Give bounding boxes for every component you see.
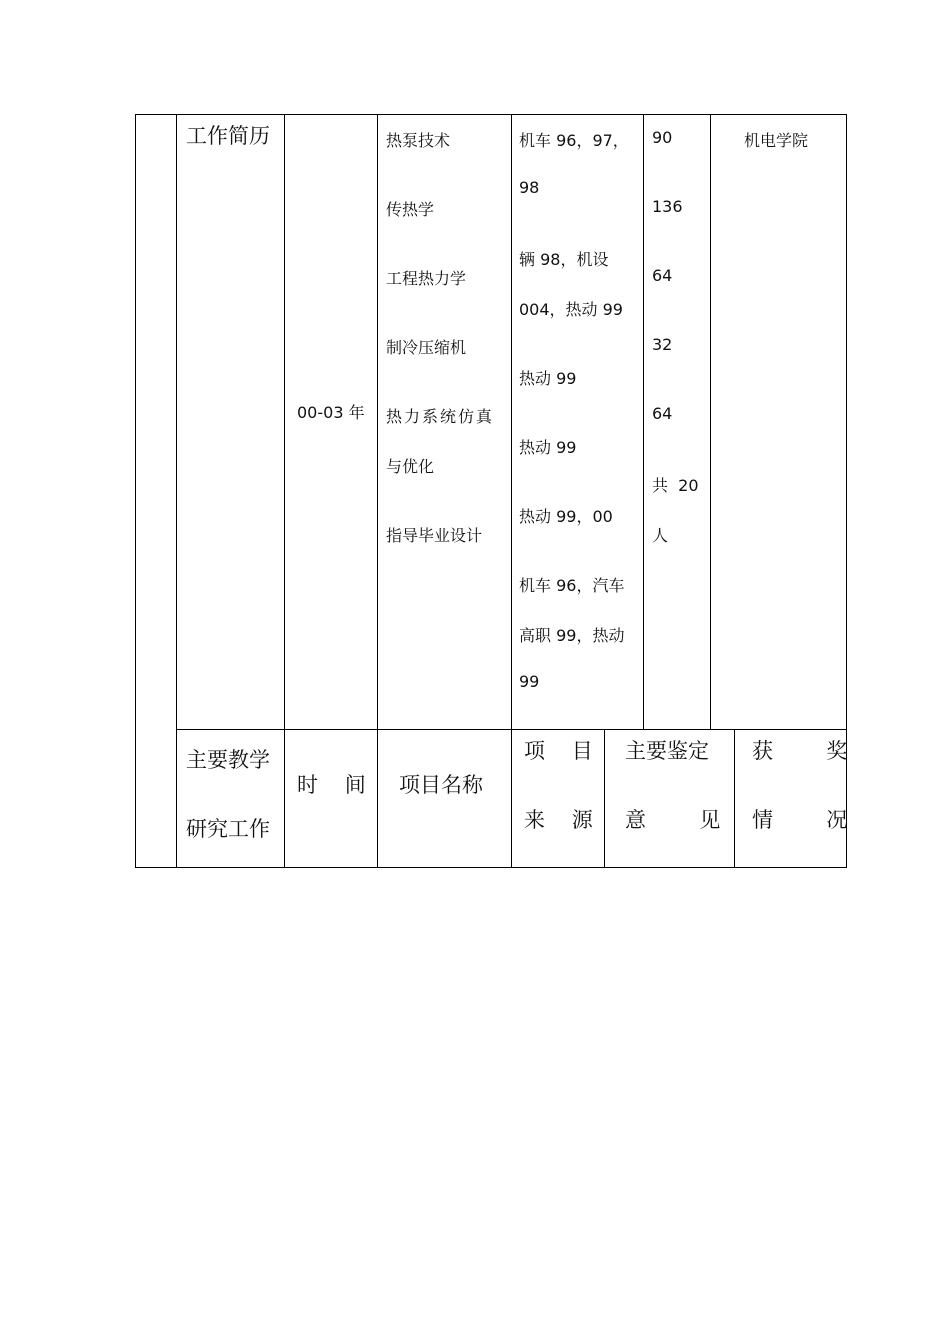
class-item: 热动 99 xyxy=(519,369,577,388)
table-left-border xyxy=(135,114,136,868)
col-divider-lower xyxy=(604,729,605,868)
col-divider xyxy=(377,114,378,868)
hours-item: 90 xyxy=(652,128,673,147)
table-top-border xyxy=(135,114,847,115)
course-item: 制冷压缩机 xyxy=(386,338,467,357)
research-heading-line1: 主要教学 xyxy=(186,748,270,772)
col-header-award-line2: 情 况 xyxy=(752,808,848,832)
department-cell: 机电学院 xyxy=(744,131,809,150)
course-item: 热泵技术 xyxy=(386,131,451,150)
hours-item: 64 xyxy=(652,266,673,285)
col-header-appraisal-line2: 意 见 xyxy=(625,808,721,832)
col-divider xyxy=(176,114,177,868)
col-divider-lower xyxy=(734,729,735,868)
class-item: 高职 99，热动 xyxy=(519,626,625,645)
course-item: 传热学 xyxy=(386,200,435,219)
col-header-time: 时 间 xyxy=(297,773,366,797)
hours-item: 人 xyxy=(652,526,669,545)
table-bottom-border xyxy=(135,867,847,868)
research-heading-line2: 研究工作 xyxy=(186,817,270,841)
hours-item: 32 xyxy=(652,335,673,354)
hours-item: 64 xyxy=(652,404,673,423)
class-item: 004，热动 99 xyxy=(519,300,623,319)
col-header-award-line1: 获 奖 xyxy=(752,739,848,763)
course-item: 工程热力学 xyxy=(386,269,467,288)
course-item: 热力系统仿真 xyxy=(386,407,495,426)
class-item: 机车 96，汽车 xyxy=(519,576,625,595)
col-header-appraisal-line1: 主要鉴定 xyxy=(625,739,709,763)
col-divider-upper xyxy=(710,114,711,730)
class-item: 热动 99，00 xyxy=(519,507,613,526)
class-item: 热动 99 xyxy=(519,438,577,457)
class-item: 98 xyxy=(519,178,540,197)
class-item: 辆 98，机设 xyxy=(519,250,609,269)
hours-item: 136 xyxy=(652,197,683,216)
class-item: 99 xyxy=(519,672,540,691)
col-divider xyxy=(284,114,285,868)
col-header-project-name: 项目名称 xyxy=(399,773,483,797)
work-history-heading: 工作简历 xyxy=(186,124,270,148)
col-header-source-line1: 项 目 xyxy=(524,739,593,763)
col-divider xyxy=(511,114,512,868)
col-header-source-line2: 来 源 xyxy=(524,808,593,832)
col-divider-upper xyxy=(643,114,644,730)
course-item: 指导毕业设计 xyxy=(386,526,483,545)
hours-item: 共 20 xyxy=(652,476,699,495)
period-cell: 00-03 年 xyxy=(297,403,365,422)
class-item: 机车 96，97， xyxy=(519,131,629,150)
course-item: 与优化 xyxy=(386,457,435,476)
